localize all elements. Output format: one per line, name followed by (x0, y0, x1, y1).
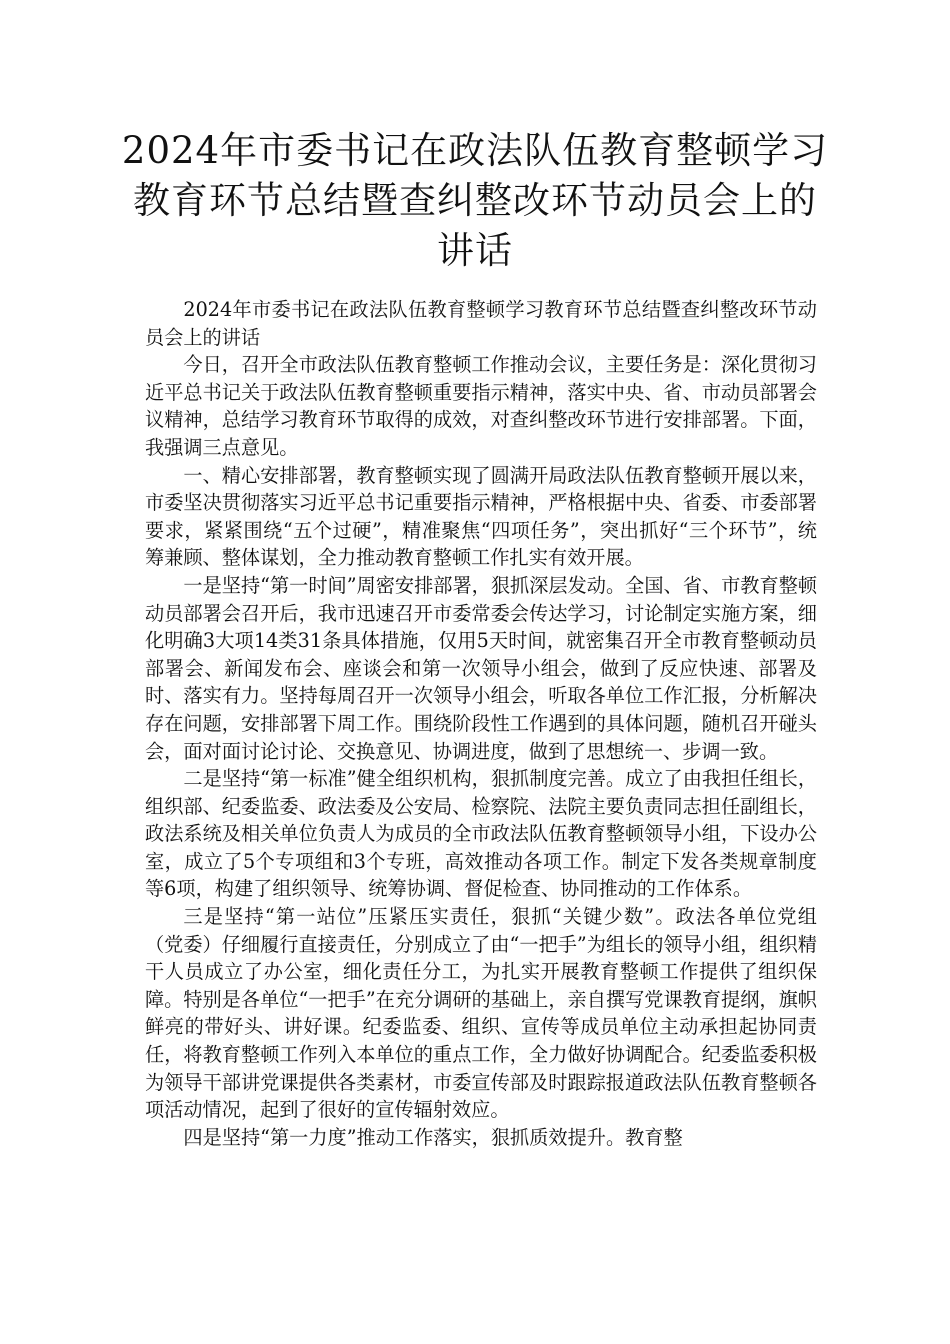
document-title (100, 126, 850, 276)
body-paragraph-point-four: 四是坚持“第一力度”推动工作落实，狠抓质效提升。教育整 (183, 1125, 683, 1149)
title-line-1: 2024年市委书记在政法队伍教育整顿学习 (121, 129, 829, 172)
body-paragraph-point-one: 一是坚持“第一时间”周密安排部署，狠抓深层发动。全国、省、市教育整顿动员部署会召开后，我市迅速召开市委常委会传达学习，讨论制定实施方案，细化明确3大项14类31条具体措施，仅用5天时间，就密集召开全市教育整顿动员部署会、新闻发布会、座谈会和第一次领导小组会，做到了反应快速、部署及时、落实有力。坚持每周召开一次领导小组会，听取各单位工作汇报，分析解决存在问题，安排部署下周工作。围绕阶段性工作遇到的具体问题，随机召开碰头会，面对面讨论讨论、交换意见、协调进度，做到了思想统一、步调一致。 (145, 573, 818, 763)
document-body (145, 296, 817, 1151)
body-paragraph-heading-repeat: 2024年市委书记在政法队伍教育整顿学习教育环节总结暨查纠整改环节动员会上的讲话 (145, 298, 817, 349)
title-line-2: 教育环节总结暨查纠整改环节动员会上的 (133, 179, 817, 222)
body-paragraph-section-one: 一、精心安排部署，教育整顿实现了圆满开局政法队伍教育整顿开展以来，市委坚决贯彻落实习近平总书记重要指示精神，严格根据中央、省委、市委部署要求，紧紧围绕“五个过硬”，精准聚焦“四项任务”，突出抓好“三个环节”，统筹兼顾、整体谋划，全力推动教育整顿工作扎实有效开展。 (145, 463, 817, 570)
title-line-3: 讲话 (437, 229, 513, 272)
body-paragraph-point-three: 三是坚持“第一站位”压紧压实责任，狠抓“关键少数”。政法各单位党组（党委）仔细履行直接责任，分别成立了由“一把手”为组长的领导小组，组织精干人员成立了办公室，细化责任分工，为扎实开展教育整顿工作提供了组织保障。特别是各单位“一把手”在充分调研的基础上，亲自撰写党课教育提纲，旗帜鲜亮的带好头、讲好课。纪委监委、组织、宣传等成员单位主动承担起协同责任，将教育整顿工作列入本单位的重点工作，全力做好协调配合。纪委监委积极为领导干部讲党课提供各类素材，市委宣传部及时跟踪报道政法队伍教育整顿各项活动情况，起到了很好的宣传辐射效应。 (145, 905, 817, 1122)
body-paragraph-point-two: 二是坚持“第一标准”健全组织机构，狠抓制度完善。成立了由我担任组长，组织部、纪委监委、政法委及公安局、检察院、法院主要负责同志担任副组长，政法系统及相关单位负责人为成员的全市政法队伍教育整顿领导小组，下设办公室，成立了5个专项组和3个专班，高效推动各项工作。制定下发各类规章制度等6项，构建了组织领导、统筹协调、督促检查、协同推动的工作体系。 (145, 767, 818, 901)
body-paragraph-intro: 今日，召开全市政法队伍教育整顿工作推动会议，主要任务是：深化贯彻习近平总书记关于政法队伍教育整顿重要指示精神，落实中央、省、市动员部署会议精神，总结学习教育环节取得的成效，对查纠整改环节进行安排部署。下面，我强调三点意见。 (145, 353, 817, 459)
